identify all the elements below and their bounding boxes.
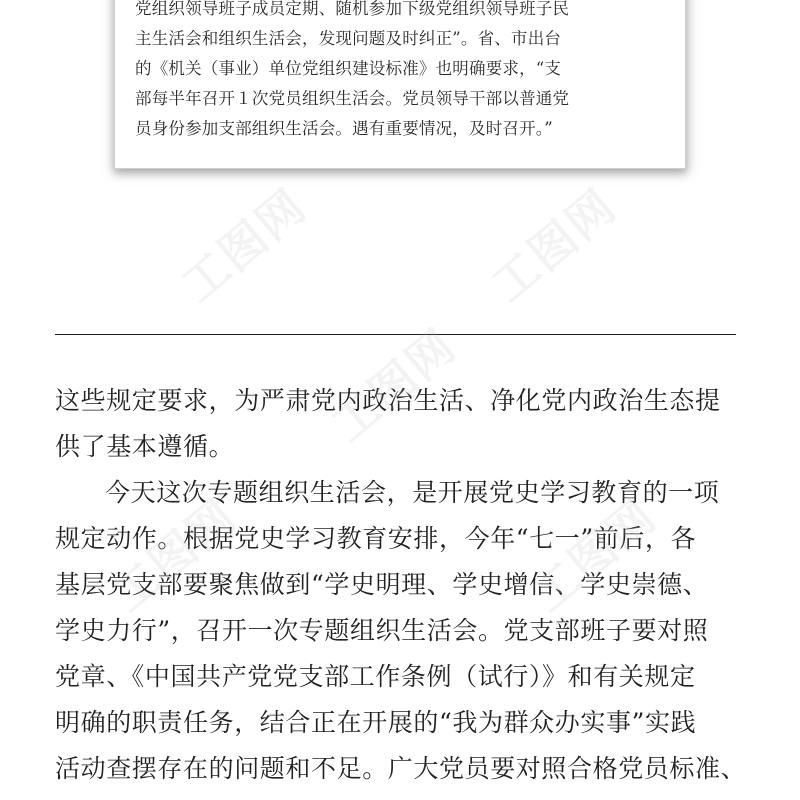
quoted-document-card <box>114 0 686 169</box>
paragraph-line: 基层党支部要聚焦做到“学史明理、学史增信、学史崇德、 <box>55 570 709 599</box>
card-line: 主生活会和组织生活会，发现问题及时纠正”。省、市出台 <box>135 29 562 48</box>
paragraph-line: 活动查摆存在的问题和不足。广大党员要对照合格党员标准、 <box>55 754 747 783</box>
card-line: 员身份参加支部组织生活会。遇有重要情况，及时召开。” <box>135 119 553 138</box>
card-line: 部每半年召开１次党员组织生活会。党员领导干部以普通党 <box>135 89 570 108</box>
paragraph-line: 今天这次专题组织生活会，是开展党史学习教育的一项 <box>105 478 720 507</box>
paragraph-line: 规定动作。根据党史学习教育安排，今年“七一”前后，各 <box>55 524 697 553</box>
paragraph-line: 学史力行”，召开一次专题组织生活会。党支部班子要对照 <box>55 616 709 645</box>
paragraph-line: 党章、《中国共产党党支部工作条例（试行）》和有关规定 <box>55 662 696 691</box>
watermark: 工图网 <box>521 488 667 623</box>
card-line: 党组织领导班子成员定期、随机参加下级党组织领导班子民 <box>135 0 570 18</box>
watermark: 工图网 <box>481 178 627 313</box>
watermark: 工图网 <box>171 178 317 313</box>
watermark: 工图网 <box>101 488 247 623</box>
paragraph-line: 供了基本遵循。 <box>55 432 235 461</box>
watermark: 工图网 <box>321 318 467 453</box>
paragraph-line: 明确的职责任务，结合正在开展的“我为群众办实事”实践 <box>55 708 697 737</box>
body-text <box>55 378 755 792</box>
card-text <box>135 0 667 144</box>
divider-line <box>55 334 736 335</box>
paragraph-line: 这些规定要求，为严肃党内政治生活、净化党内政治生态提 <box>55 386 721 415</box>
card-line: 的《机关（事业）单位党组织建设标准》也明确要求，“支 <box>135 59 562 78</box>
